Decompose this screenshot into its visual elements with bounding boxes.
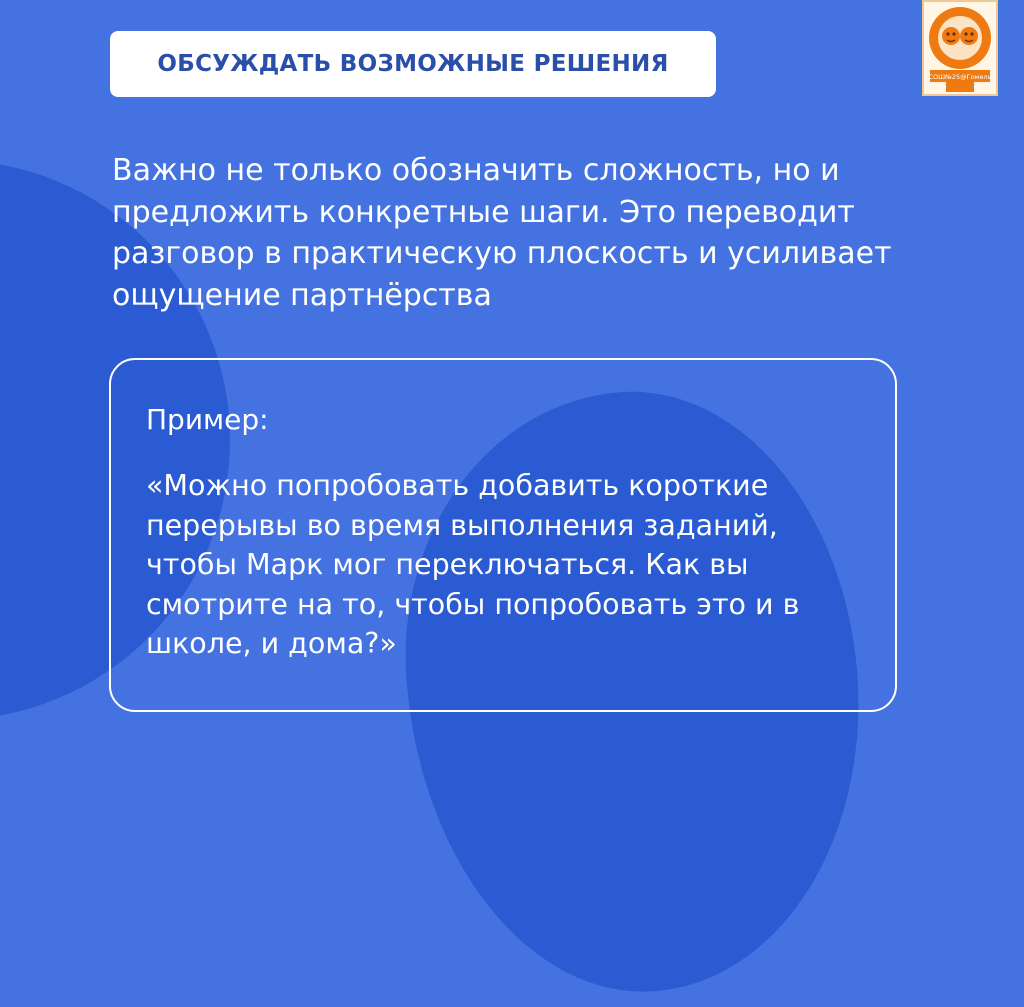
example-quote: «Можно попробовать добавить короткие перерывы во время выполнения заданий, чтобы Марк мог переключаться. Как вы смотрите на то, чтобы попробовать это и в школе, и дома?» bbox=[146, 469, 800, 660]
organization-logo-icon bbox=[922, 0, 998, 96]
section-title-badge bbox=[110, 31, 716, 97]
intro-paragraph: Важно не только обозначить сложность, но и предложить конкретные шаги. Это переводит разговор в практическую плоскость и усиливает ощущение партнёрства bbox=[112, 153, 892, 313]
logo-caption: СОШ№25@Гомель bbox=[928, 73, 992, 81]
section-title: ОБСУЖДАТЬ ВОЗМОЖНЫЕ РЕШЕНИЯ bbox=[157, 51, 669, 77]
example-label: Пример: bbox=[146, 403, 269, 436]
